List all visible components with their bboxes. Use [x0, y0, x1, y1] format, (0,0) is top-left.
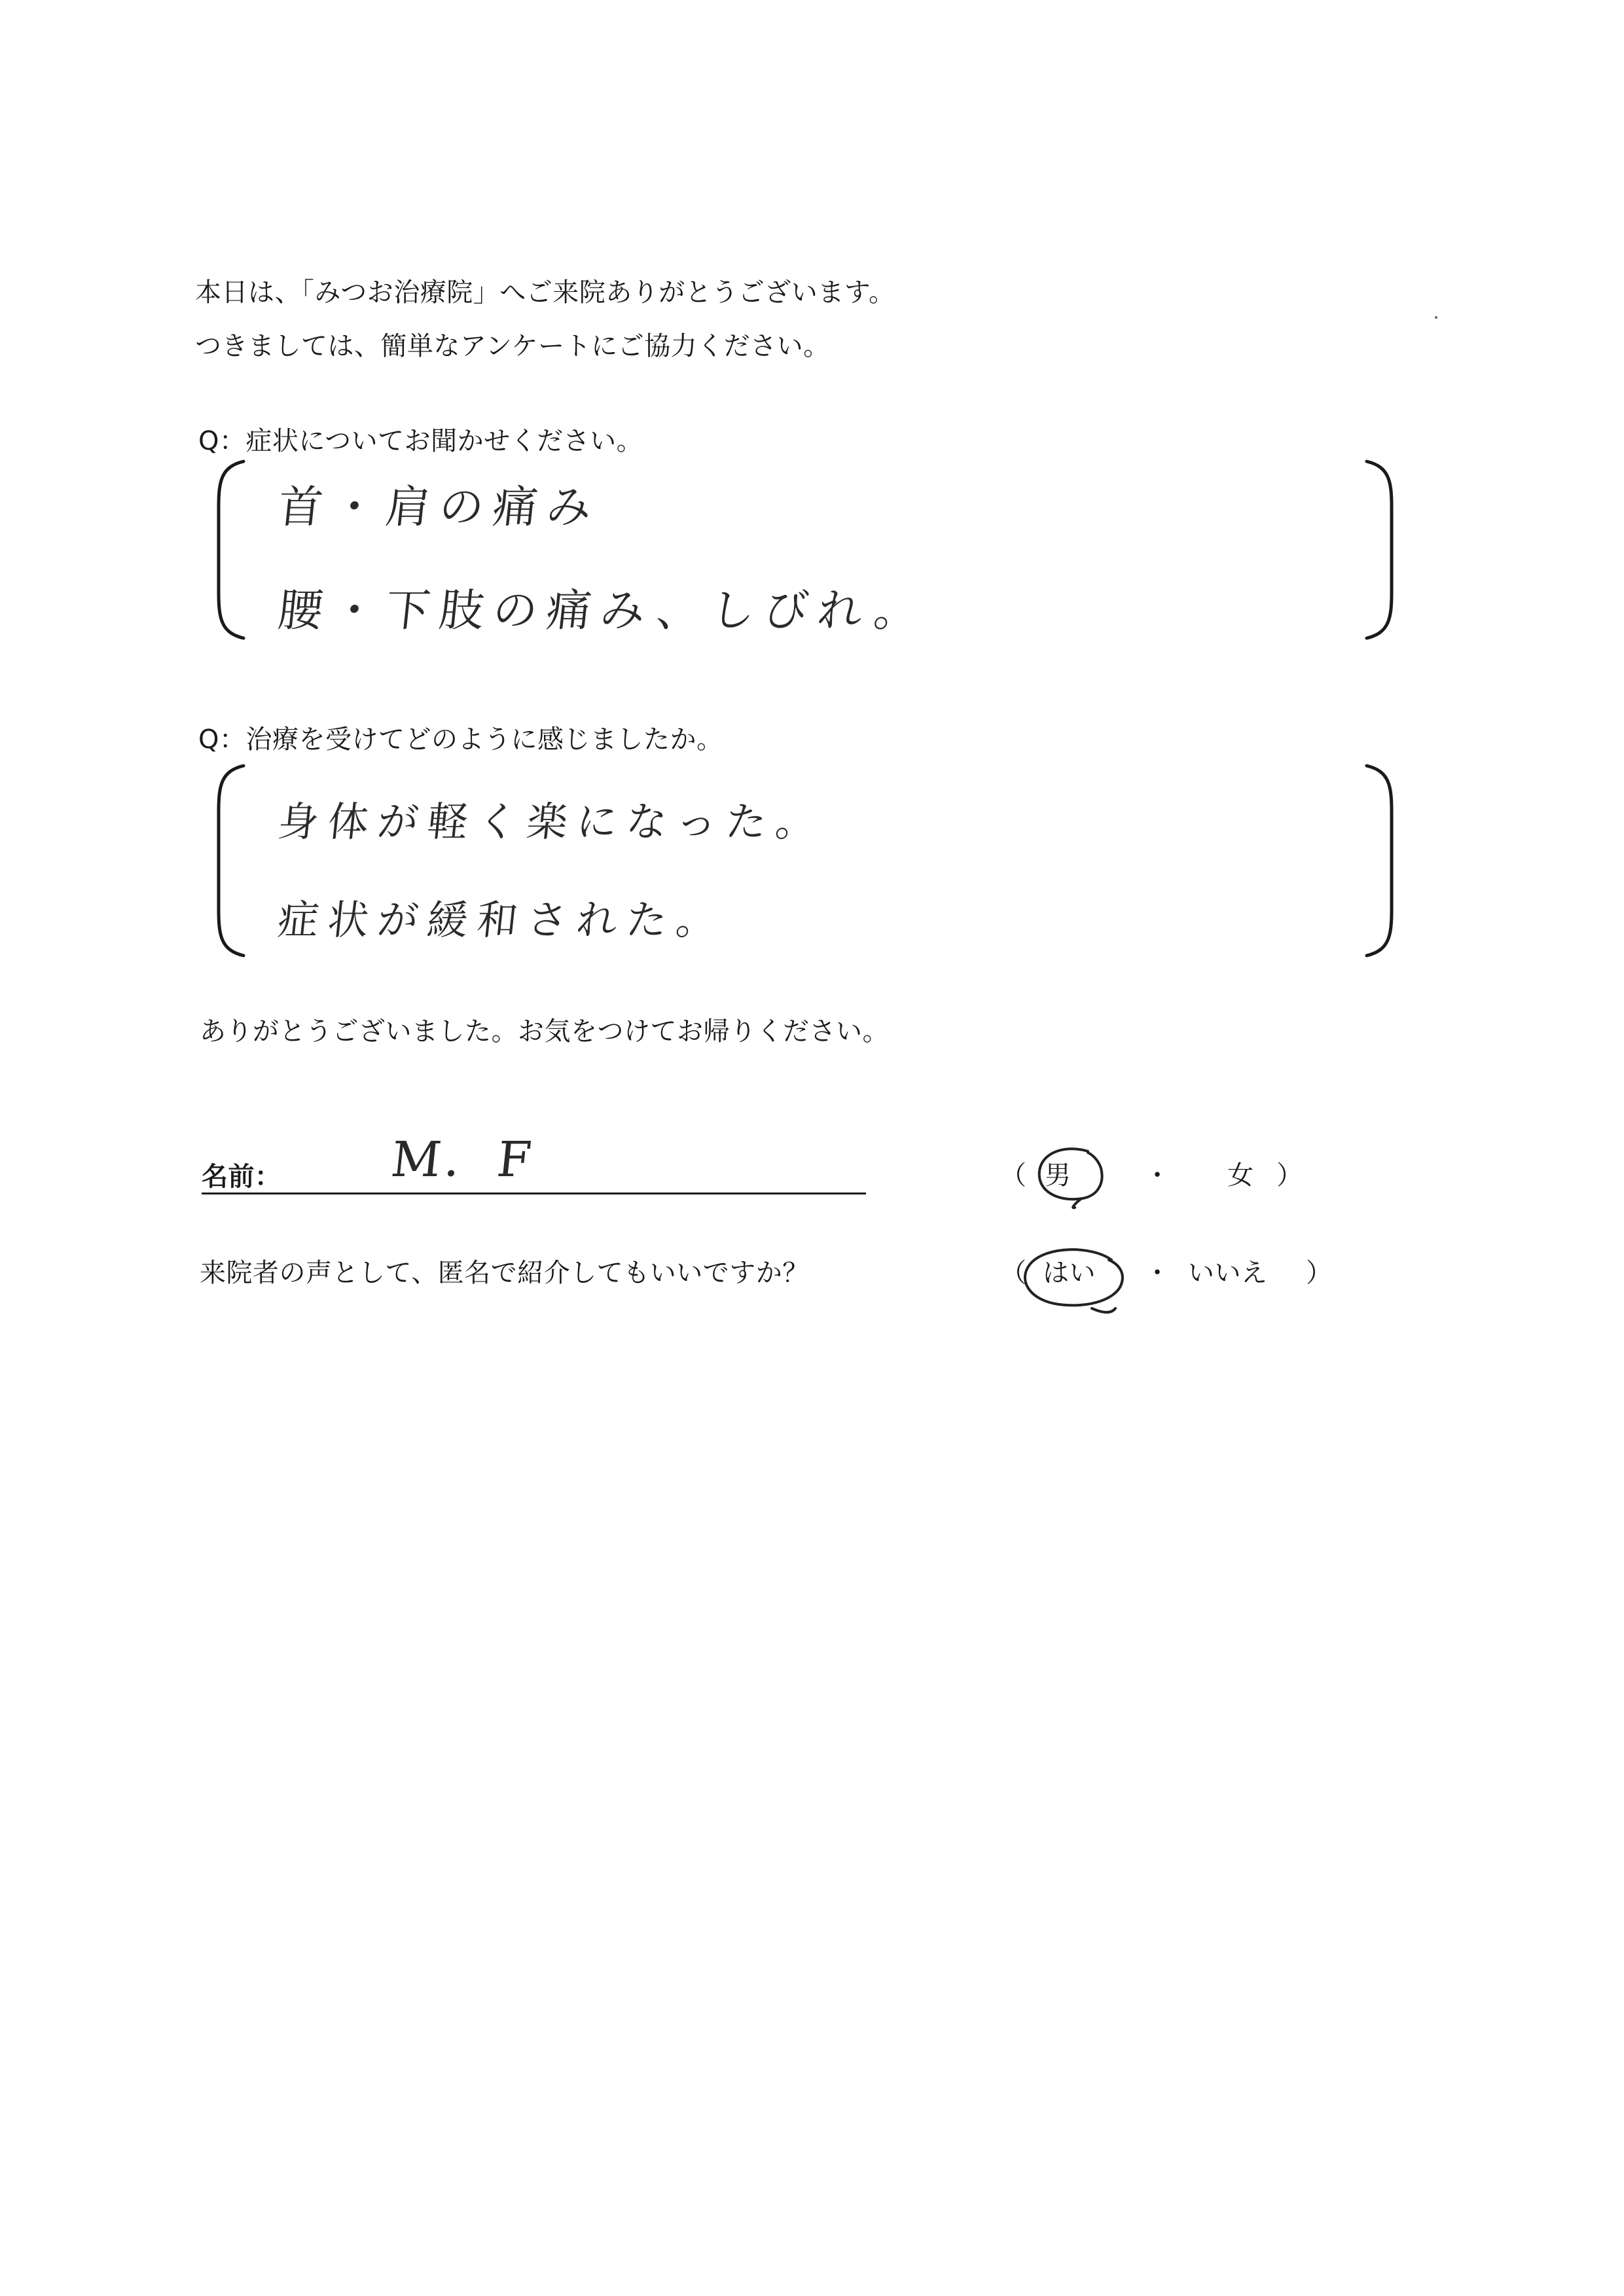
gender-selection-circle — [1028, 1142, 1119, 1214]
closing-message: ありがとうございました。お気をつけてお帰りください。 — [200, 1016, 889, 1047]
gender-option-male[interactable]: 男 — [1045, 1160, 1072, 1191]
answer-bracket-right-2 — [1362, 759, 1401, 962]
answer-bracket-left-1 — [209, 455, 249, 645]
question-impression: Q：治療を受けてどのように感じましたか。 — [198, 725, 723, 755]
answer-symptoms-line-1: 首・肩の痛み — [275, 482, 604, 533]
answer-impression-line-1: 身体が軽く楽になった。 — [276, 798, 828, 846]
gender-option-female[interactable]: 女 — [1227, 1160, 1254, 1191]
answer-bracket-right-1 — [1362, 455, 1401, 645]
consent-close-paren: ） — [1306, 1258, 1333, 1288]
answer-symptoms-line-2: 腰・下肢の痛み、しびれ。 — [275, 585, 931, 637]
gender-close-paren: ） — [1276, 1160, 1303, 1191]
intro-line-2: つきましては、簡単なアンケートにご協力ください。 — [195, 331, 830, 361]
name-underline — [202, 1193, 866, 1194]
answer-impression-line-2: 症状が緩和された。 — [276, 896, 729, 944]
question-symptoms: Q：症状についてお聞かせください。 — [198, 426, 643, 456]
consent-selection-circle — [1013, 1240, 1138, 1325]
consent-option-yes[interactable]: はい — [1043, 1258, 1096, 1288]
consent-open-paren: （ — [1000, 1258, 1027, 1288]
name-value[interactable]: M．F — [388, 1132, 538, 1188]
consent-option-no[interactable]: いいえ — [1188, 1258, 1268, 1288]
answer-bracket-left-2 — [209, 759, 249, 962]
gender-open-paren: （ — [1000, 1160, 1027, 1191]
consent-separator: ・ — [1144, 1258, 1171, 1288]
gender-separator: ・ — [1144, 1160, 1171, 1191]
consent-question: 来院者の声として、匿名で紹介してもいいですか？ — [200, 1258, 809, 1288]
scan-speck — [1435, 316, 1437, 319]
name-label: 名前： — [202, 1162, 281, 1192]
intro-line-1: 本日は、「みつお治療院」へご来院ありがとうございます。 — [195, 278, 895, 308]
